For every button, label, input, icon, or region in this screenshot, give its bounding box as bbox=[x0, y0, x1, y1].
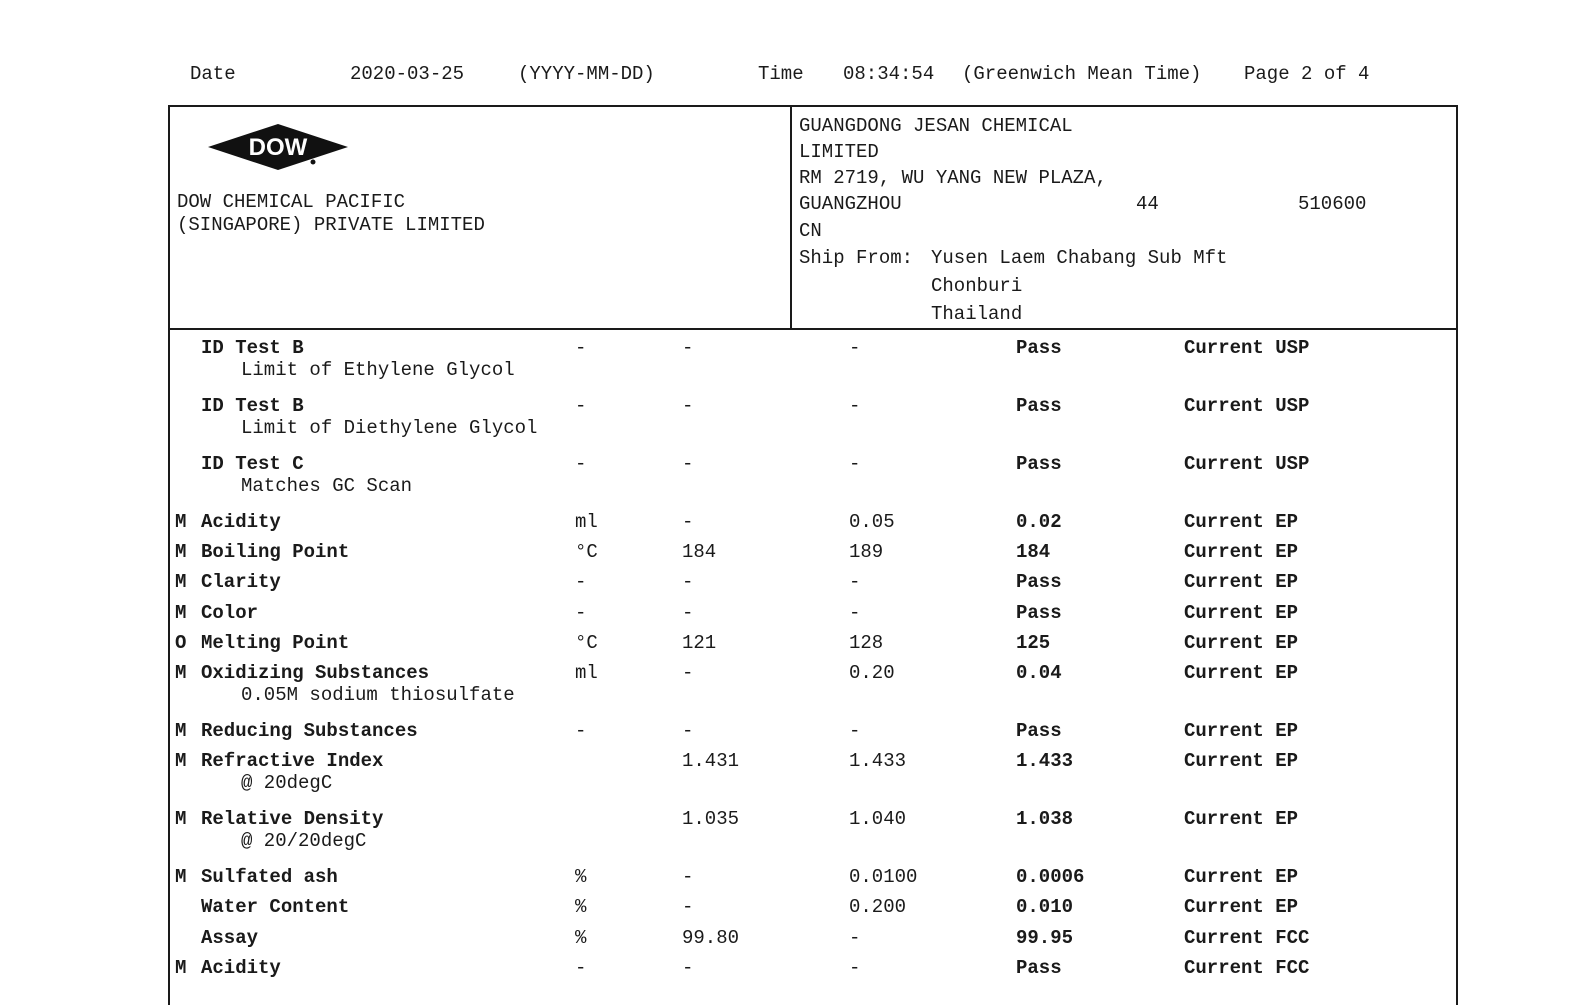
row-method: Current EP bbox=[1184, 541, 1299, 563]
ship-from-line1: Yusen Laem Chabang Sub Mft bbox=[931, 247, 1228, 269]
row-test: Assay bbox=[201, 927, 259, 949]
row-min: - bbox=[682, 337, 694, 359]
row-unit: - bbox=[575, 602, 587, 624]
header-divider-horizontal bbox=[168, 328, 1458, 330]
row-test: Melting Point bbox=[201, 632, 350, 654]
row-sub: Limit of Diethylene Glycol bbox=[241, 417, 538, 439]
time-label: Time bbox=[758, 63, 804, 85]
time-value: 08:34:54 bbox=[843, 63, 935, 85]
row-max: 189 bbox=[849, 541, 884, 563]
row-max: - bbox=[849, 957, 861, 979]
row-method: Current EP bbox=[1184, 602, 1299, 624]
page-number: Page 2 of 4 bbox=[1244, 63, 1370, 85]
row-test: Acidity bbox=[201, 511, 281, 533]
row-unit: % bbox=[575, 896, 587, 918]
dow-logo bbox=[208, 122, 348, 172]
row-unit: ml bbox=[575, 662, 598, 684]
row-min: - bbox=[682, 720, 694, 742]
row-max: 0.20 bbox=[849, 662, 895, 684]
row-method: Current EP bbox=[1184, 866, 1299, 888]
row-result: Pass bbox=[1016, 571, 1062, 593]
row-sub: 0.05M sodium thiosulfate bbox=[241, 684, 515, 706]
header-divider-vertical bbox=[790, 105, 792, 330]
row-min: - bbox=[682, 602, 694, 624]
row-max: - bbox=[849, 927, 861, 949]
row-result: Pass bbox=[1016, 957, 1062, 979]
row-result: 99.95 bbox=[1016, 927, 1074, 949]
customer-postal: 510600 bbox=[1298, 193, 1367, 215]
row-test: Refractive Index bbox=[201, 750, 384, 772]
row-max: 0.05 bbox=[849, 511, 895, 533]
row-method: Current EP bbox=[1184, 632, 1299, 654]
row-flag: M bbox=[175, 957, 187, 979]
date-format: (YYYY-MM-DD) bbox=[518, 63, 655, 85]
row-flag: M bbox=[175, 541, 187, 563]
row-min: - bbox=[682, 453, 694, 475]
row-unit: - bbox=[575, 337, 587, 359]
row-unit: - bbox=[575, 453, 587, 475]
row-max: - bbox=[849, 571, 861, 593]
row-flag: M bbox=[175, 602, 187, 624]
row-result: 0.0006 bbox=[1016, 866, 1085, 888]
row-test: Oxidizing Substances bbox=[201, 662, 430, 684]
row-method: Current USP bbox=[1184, 453, 1310, 475]
row-result: 184 bbox=[1016, 541, 1051, 563]
row-test: ID Test B bbox=[201, 337, 304, 359]
customer-line1: GUANGDONG JESAN CHEMICAL bbox=[799, 115, 1073, 137]
row-max: 0.200 bbox=[849, 896, 907, 918]
row-flag: M bbox=[175, 571, 187, 593]
row-unit: °C bbox=[575, 632, 598, 654]
row-sub: @ 20degC bbox=[241, 772, 333, 794]
row-max: - bbox=[849, 453, 861, 475]
row-flag: M bbox=[175, 662, 187, 684]
row-test: Acidity bbox=[201, 957, 281, 979]
row-min: - bbox=[682, 662, 694, 684]
row-max: 1.433 bbox=[849, 750, 907, 772]
row-max: 0.0100 bbox=[849, 866, 918, 888]
row-unit: °C bbox=[575, 541, 598, 563]
row-result: Pass bbox=[1016, 720, 1062, 742]
row-test: ID Test C bbox=[201, 453, 304, 475]
row-min: 184 bbox=[682, 541, 717, 563]
company-name-line1: DOW CHEMICAL PACIFIC bbox=[177, 191, 406, 213]
row-method: Current FCC bbox=[1184, 927, 1310, 949]
row-method: Current EP bbox=[1184, 662, 1299, 684]
row-unit: - bbox=[575, 571, 587, 593]
row-result: 1.038 bbox=[1016, 808, 1074, 830]
ship-from-line2: Chonburi bbox=[931, 275, 1023, 297]
row-unit: - bbox=[575, 720, 587, 742]
company-name-line2: (SINGAPORE) PRIVATE LIMITED bbox=[177, 214, 485, 236]
row-method: Current EP bbox=[1184, 750, 1299, 772]
customer-country: CN bbox=[799, 220, 822, 242]
row-sub: Matches GC Scan bbox=[241, 475, 413, 497]
row-max: - bbox=[849, 395, 861, 417]
row-test: Reducing Substances bbox=[201, 720, 418, 742]
row-method: Current EP bbox=[1184, 808, 1299, 830]
row-max: 128 bbox=[849, 632, 884, 654]
row-method: Current EP bbox=[1184, 511, 1299, 533]
row-min: - bbox=[682, 957, 694, 979]
row-test: Sulfated ash bbox=[201, 866, 338, 888]
row-method: Current EP bbox=[1184, 720, 1299, 742]
row-method: Current EP bbox=[1184, 896, 1299, 918]
row-min: 1.035 bbox=[682, 808, 740, 830]
row-unit: - bbox=[575, 395, 587, 417]
row-sub: Limit of Ethylene Glycol bbox=[241, 359, 515, 381]
row-flag: M bbox=[175, 750, 187, 772]
row-test: Relative Density bbox=[201, 808, 384, 830]
date-value: 2020-03-25 bbox=[350, 63, 465, 85]
row-min: 99.80 bbox=[682, 927, 740, 949]
row-flag: O bbox=[175, 632, 187, 654]
logo-text: DOW bbox=[248, 134, 308, 161]
row-min: - bbox=[682, 511, 694, 533]
row-test: Color bbox=[201, 602, 259, 624]
row-max: - bbox=[849, 720, 861, 742]
ship-from-label: Ship From: bbox=[799, 247, 914, 269]
row-min: - bbox=[682, 866, 694, 888]
row-unit: ml bbox=[575, 511, 598, 533]
row-min: - bbox=[682, 896, 694, 918]
row-result: 0.04 bbox=[1016, 662, 1062, 684]
row-result: 0.02 bbox=[1016, 511, 1062, 533]
customer-region: 44 bbox=[1136, 193, 1159, 215]
customer-line2: LIMITED bbox=[799, 141, 879, 163]
date-label: Date bbox=[190, 63, 236, 85]
row-min: - bbox=[682, 395, 694, 417]
row-method: Current FCC bbox=[1184, 957, 1310, 979]
row-min: 121 bbox=[682, 632, 717, 654]
row-unit: % bbox=[575, 927, 587, 949]
row-test: Water Content bbox=[201, 896, 350, 918]
row-method: Current USP bbox=[1184, 337, 1310, 359]
row-sub: @ 20/20degC bbox=[241, 830, 367, 852]
row-max: - bbox=[849, 337, 861, 359]
row-result: Pass bbox=[1016, 395, 1062, 417]
row-min: 1.431 bbox=[682, 750, 740, 772]
row-max: 1.040 bbox=[849, 808, 907, 830]
customer-city: GUANGZHOU bbox=[799, 193, 902, 215]
row-min: - bbox=[682, 571, 694, 593]
row-flag: M bbox=[175, 511, 187, 533]
row-max: - bbox=[849, 602, 861, 624]
row-flag: M bbox=[175, 720, 187, 742]
timezone: (Greenwich Mean Time) bbox=[962, 63, 1202, 85]
row-test: Boiling Point bbox=[201, 541, 350, 563]
row-method: Current USP bbox=[1184, 395, 1310, 417]
row-result: 1.433 bbox=[1016, 750, 1074, 772]
customer-line3: RM 2719, WU YANG NEW PLAZA, bbox=[799, 167, 1107, 189]
row-test: ID Test B bbox=[201, 395, 304, 417]
row-result: Pass bbox=[1016, 337, 1062, 359]
row-result: 125 bbox=[1016, 632, 1051, 654]
row-result: Pass bbox=[1016, 602, 1062, 624]
row-result: 0.010 bbox=[1016, 896, 1074, 918]
row-test: Clarity bbox=[201, 571, 281, 593]
row-unit: - bbox=[575, 957, 587, 979]
row-unit: % bbox=[575, 866, 587, 888]
row-result: Pass bbox=[1016, 453, 1062, 475]
row-flag: M bbox=[175, 808, 187, 830]
row-method: Current EP bbox=[1184, 571, 1299, 593]
ship-from-line3: Thailand bbox=[931, 303, 1023, 325]
row-flag: M bbox=[175, 866, 187, 888]
